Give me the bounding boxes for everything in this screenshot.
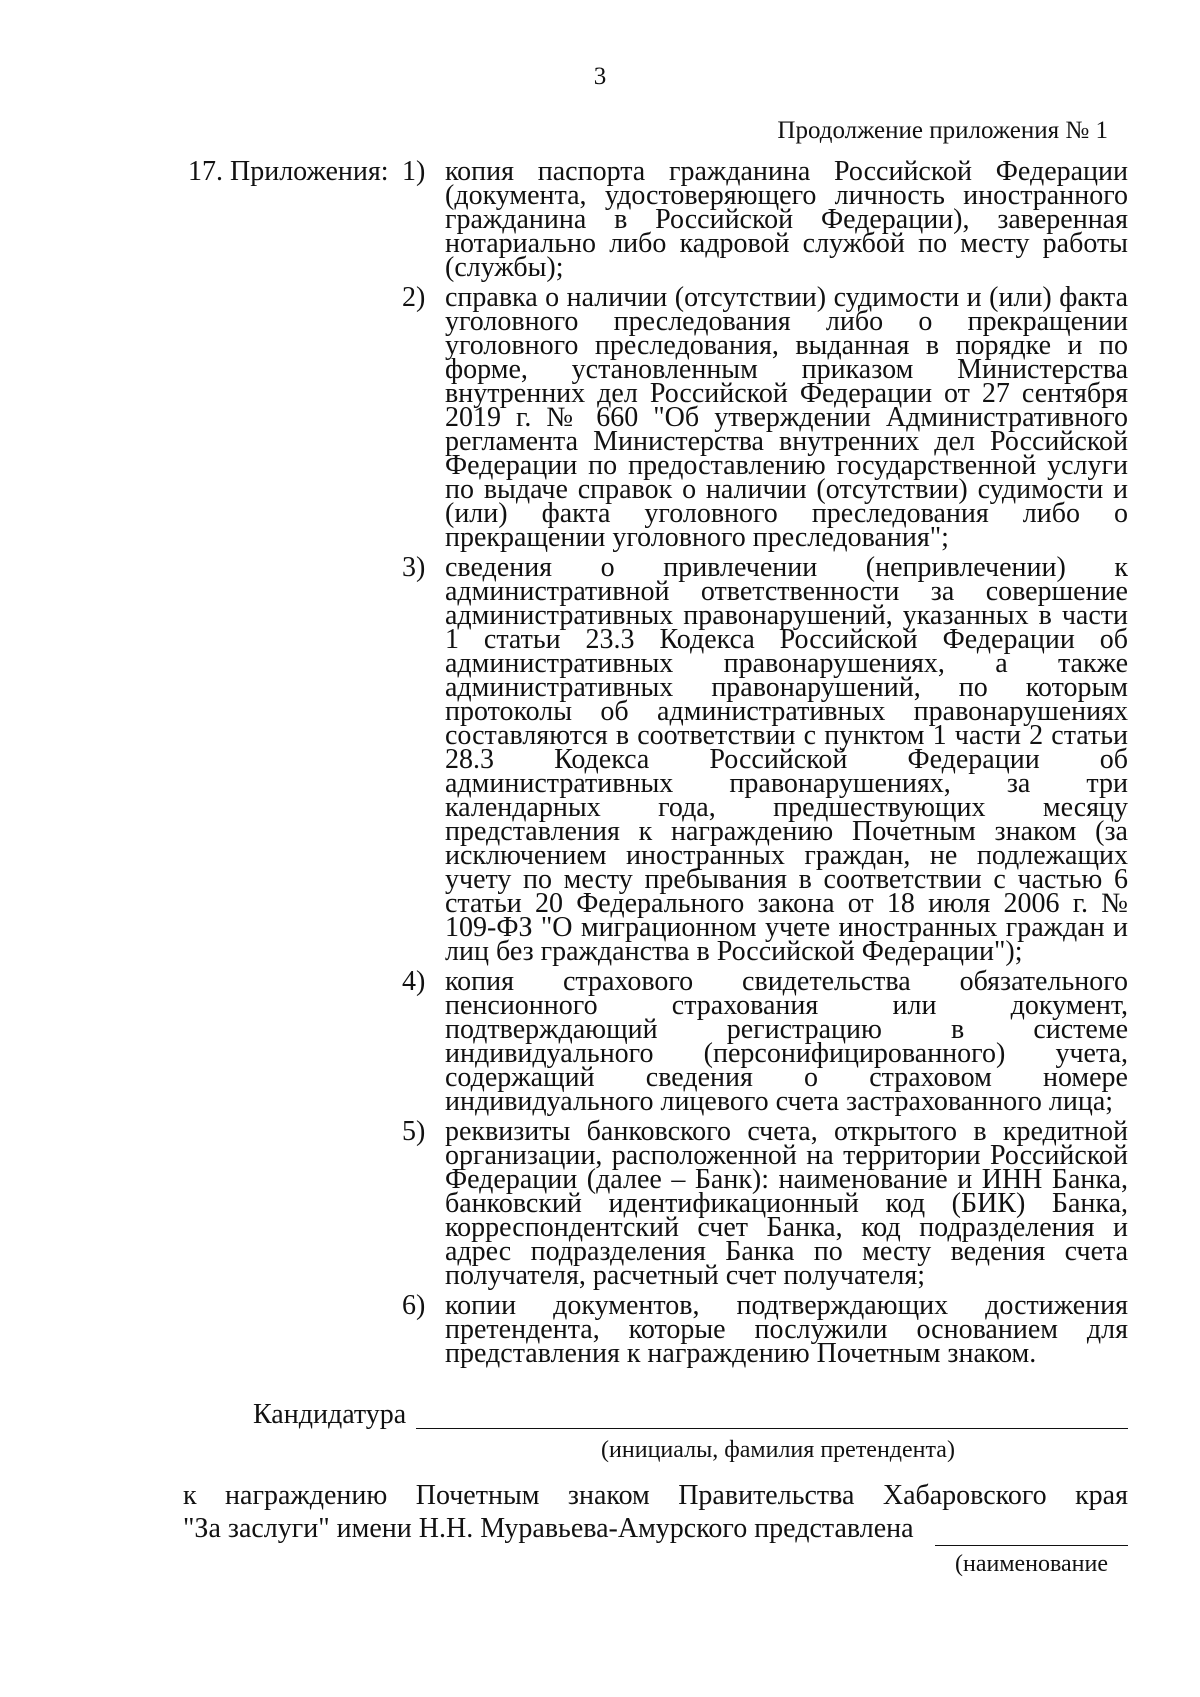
item-number: 1) (402, 156, 426, 187)
attachment-item-6 (402, 1290, 1128, 1369)
attachments-list (402, 156, 1128, 1372)
organization-blank-line[interactable] (935, 1545, 1128, 1546)
item-text: копия паспорта гражданина Российской Федерации (документа, удостоверяющего личность иностранного гражданина в Российской Федерации), заверенная нотариально либо кадровой службой по месту работы (службы); (445, 156, 1128, 283)
attachment-item-4 (402, 966, 1128, 1117)
item-text: реквизиты банковского счета, открытого в кредитной организации, расположенной на территории Российской Федерации (далее – Банк): наименование и ИНН Банка, банковский идентификационный код (БИК) Банка, корреспондентский счет Банка, код подразделения и адрес подразделения Банка по месту ведения счета получателя, расчетный счет получателя; (445, 1116, 1128, 1291)
item-number: 4) (402, 966, 426, 997)
candidate-hint: (инициалы, фамилия претендента) (601, 1437, 955, 1463)
item-text: сведения о привлечении (непривлечении) к административной ответственности за совершение административных правонарушений, указанных в части 1 статьи 23.3 Кодекса Российской Федерации об административных правонарушениях, а также административных правонарушений, по которым протоколы об административных правонарушениях составляются в соответствии с пунктом 1 части 2 статьи 28.3 Кодекса Российской Федерации об административных правонарушениях, за три календарных года, предшествующих месяцу представления к награждению Почетным знаком (за исключением иностранных граждан, не подлежащих учету по месту пребывания в соответствии с частью 6 статьи 20 Федерального закона от 18 июля 2006 г. № 109-ФЗ "О миграционном учете иностранных граждан и лиц без гражданства в Российской Федерации"); (445, 552, 1128, 967)
item-number: 2) (402, 282, 426, 313)
award-text-line-1: к награждению Почетным знаком Правительства Хабаровского края (183, 1480, 1128, 1511)
continuation-label: Продолжение приложения № 1 (777, 117, 1108, 144)
item-text: копии документов, подтверждающих достижения претендента, которые послужили основанием для представления к награждению Почетным знаком. (445, 1290, 1128, 1369)
item-number: 5) (402, 1116, 426, 1147)
section-title: 17. Приложения: (188, 156, 389, 187)
organization-hint: (наименование (955, 1551, 1109, 1577)
award-text-line-2: "За заслуги" имени Н.Н. Муравьева-Амурского представлена (183, 1513, 914, 1544)
attachment-item-1 (402, 156, 1128, 283)
candidate-row (253, 1400, 1128, 1430)
item-number: 6) (402, 1290, 426, 1321)
attachment-item-3 (402, 552, 1128, 967)
candidate-label: Кандидатура (253, 1399, 407, 1430)
item-number: 3) (402, 552, 426, 583)
page-number: 3 (593, 63, 607, 90)
candidate-blank-line[interactable] (416, 1428, 1128, 1429)
item-text: справка о наличии (отсутствии) судимости и (или) факта уголовного преследования либо о прекращении уголовного преследования, выданная в порядке и по форме, установленным приказом Министерства внутренних дел Российской Федерации от 27 сентября 2019 г. № 660 "Об утверждении Административного регламента Министерства внутренних дел Российской Федерации по предоставлению государственной услуги по выдаче справок о наличии (отсутствии) судимости и (или) факта уголовного преследования либо о прекращении уголовного преследования"; (445, 282, 1128, 553)
attachment-item-5 (402, 1116, 1128, 1291)
item-text: копия страхового свидетельства обязательного пенсионного страхования или документ, подтверждающий регистрацию в системе индивидуального (персонифицированного) учета, содержащий сведения о страховом номере индивидуального лицевого счета застрахованного лица; (445, 966, 1128, 1117)
attachment-item-2 (402, 282, 1128, 553)
